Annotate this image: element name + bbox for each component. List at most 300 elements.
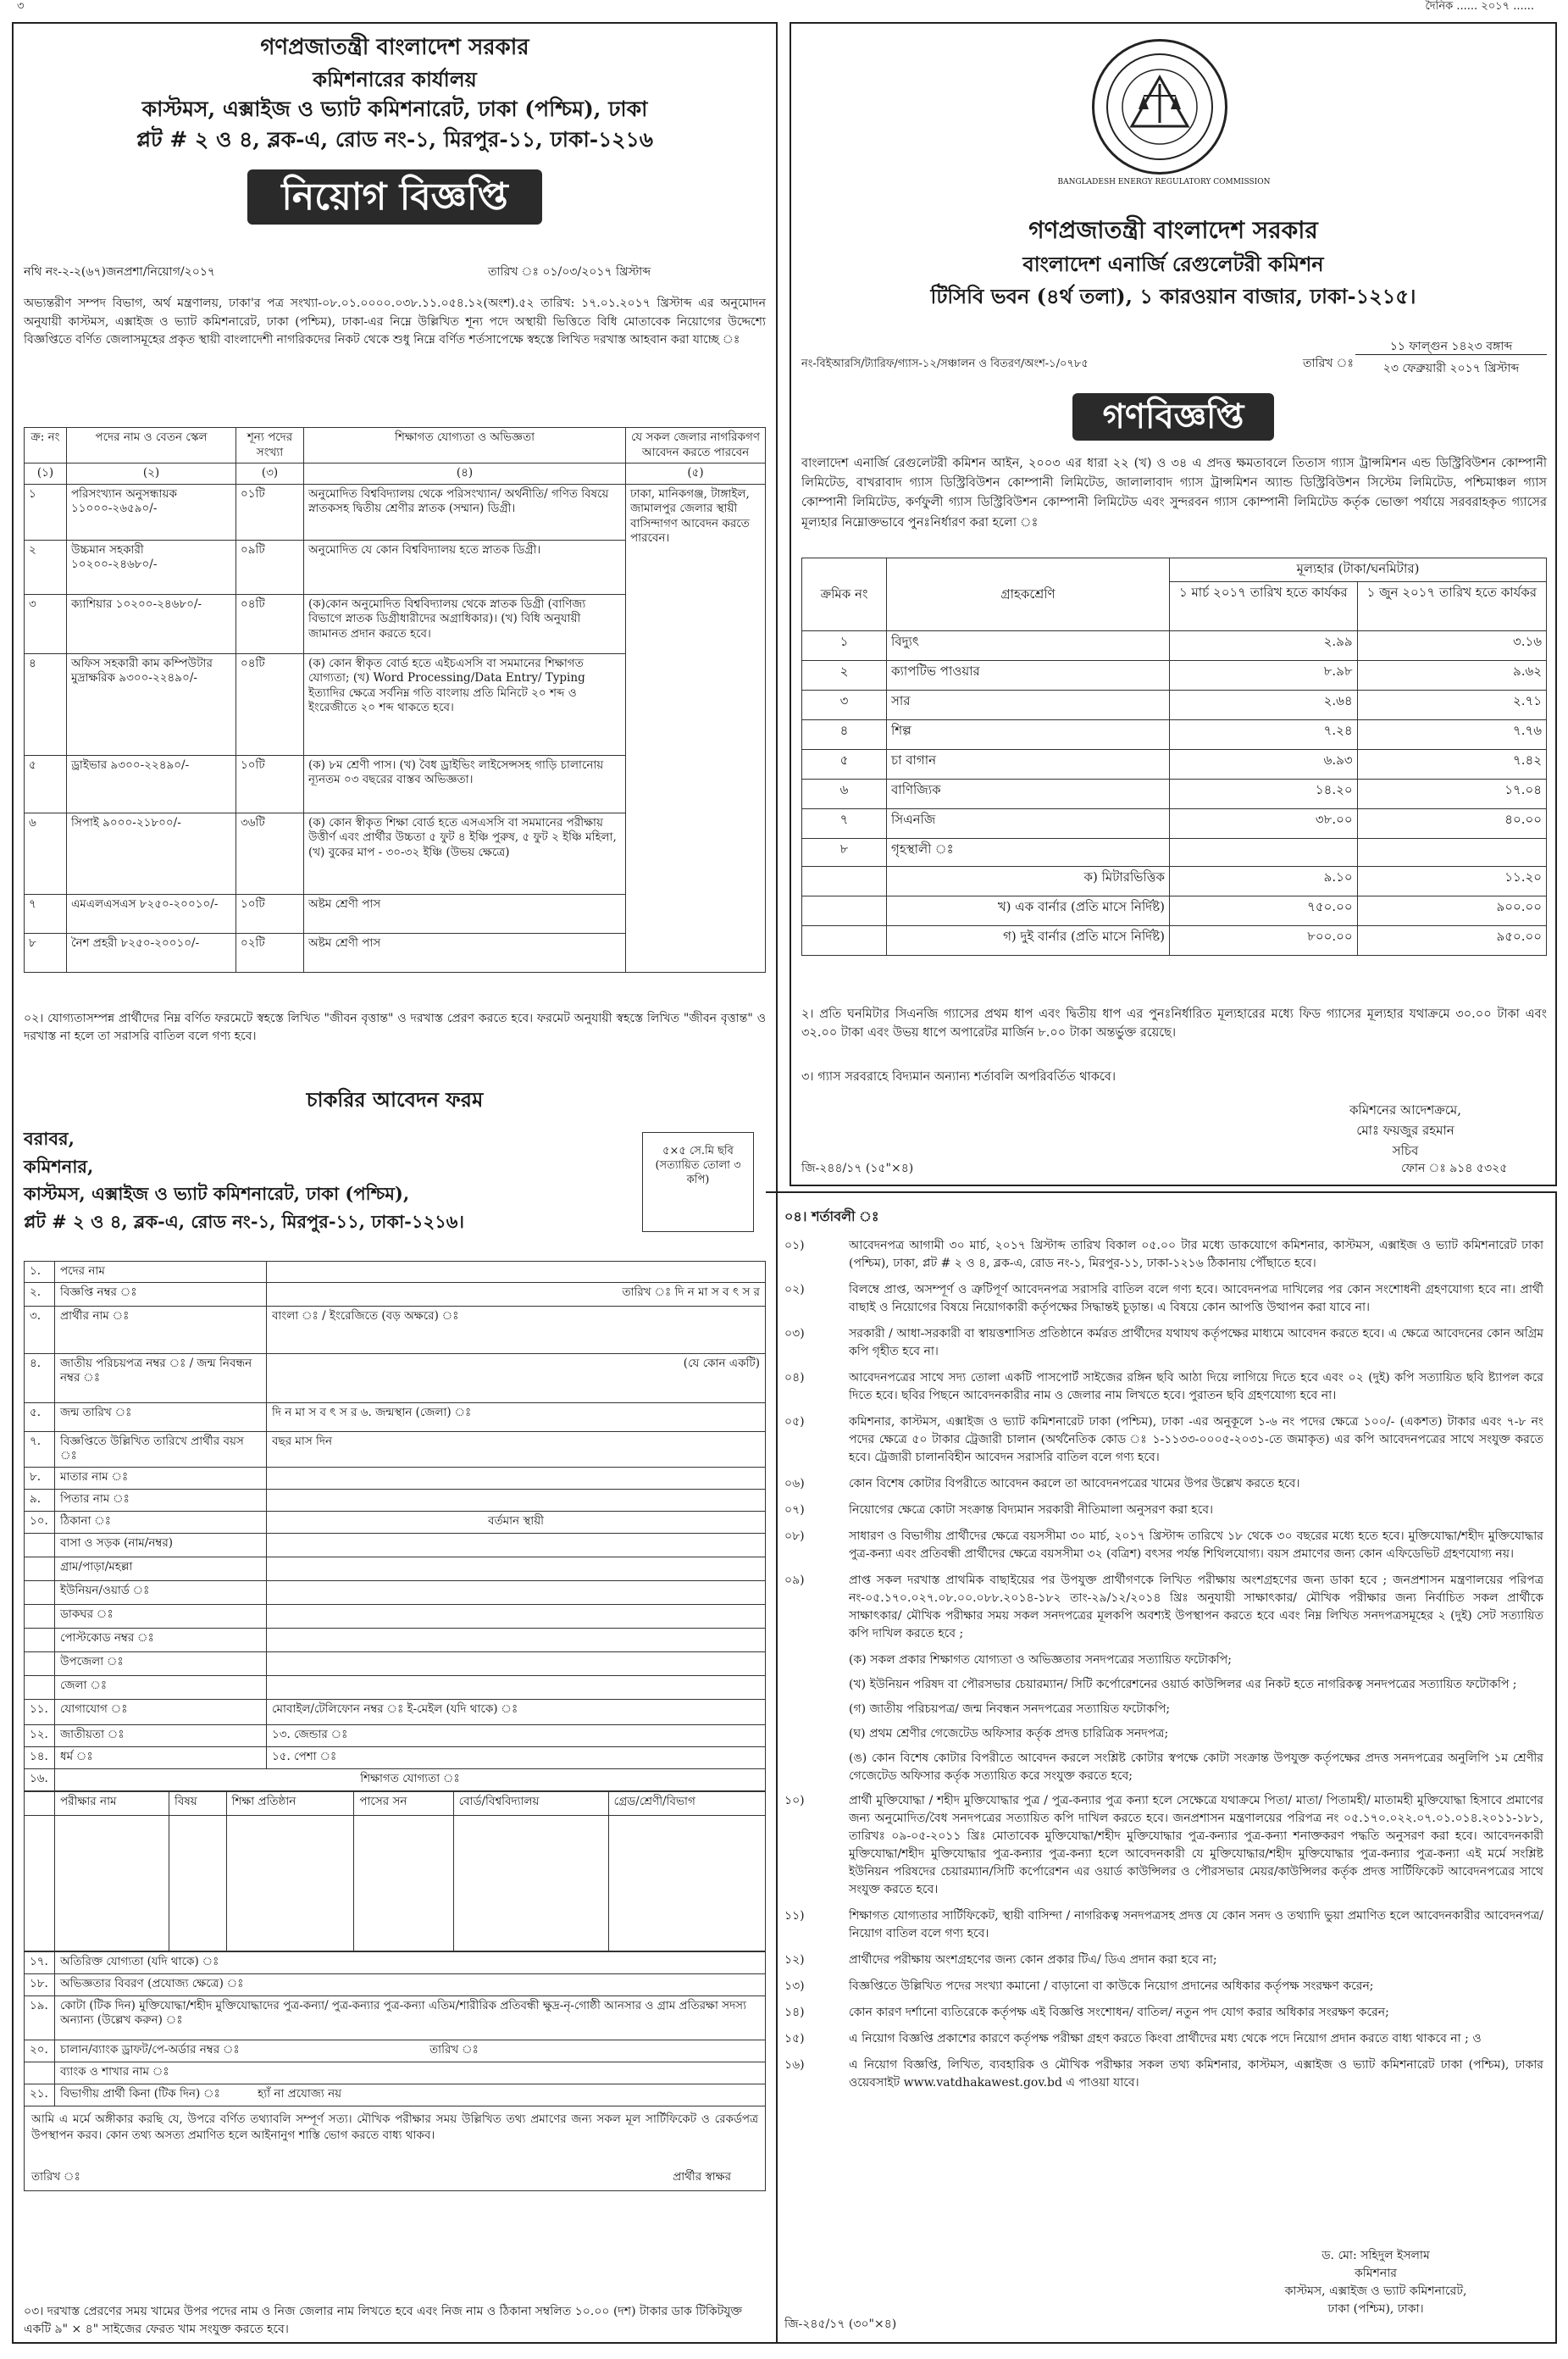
condition-item <box>784 1237 1543 1273</box>
form-row-entry[interactable] <box>267 1580 766 1604</box>
row-march-rate: ৮০০.০০ <box>1170 926 1358 956</box>
row-sl: ৩ <box>25 594 67 653</box>
notice-date: তারিখ ঃ ০১/০৩/২০১৭ খ্রিস্টাব্দ <box>488 265 651 279</box>
declaration-date[interactable]: তারিখ ঃ <box>31 2170 80 2184</box>
col-count: শূন্য পদের সংখ্যা <box>236 428 304 463</box>
form-row-number <box>25 1675 55 1699</box>
row-post: অফিস সহকারী কাম কম্পিউটার মুদ্রাক্ষরিক ৯৩০০-২২৪৯০/- <box>67 653 236 755</box>
condition-subitem: (ঙ) কোন বিশেষ কোটার বিপরীতে আবেদন করলে সংশ্লিষ্ট কোটার স্বপক্ষে কোটা সংক্রান্ত উপযুক্ত কর্তৃপক্ষের প্রদত্ত সনদপত্রের অনুলিপি ১ম শ্রেণীর গেজেটেড অফিসার কর্তৃক সত্যায়িত করে সংযুক্ত করতে হবে; <box>849 1751 1543 1783</box>
form-row-number <box>25 1580 55 1604</box>
row-sl <box>802 867 887 896</box>
row-qualification: (ক) ৮ম শ্রেণী পাস। (খ) বৈধ ড্রাইভিং লাইসেন্সসহ গাড়ি চালানোয় ন্যূনতম ০৩ বছরের বাস্তব অভিজ্ঞতা। <box>304 755 626 813</box>
row-sl: ২ <box>802 661 887 691</box>
row-march-rate: ২.৬৪ <box>1170 691 1358 720</box>
addressee-line: বরাবর, <box>24 1128 75 1149</box>
edu-col-grade: গ্রেড/শ্রেণী/বিভাগ <box>608 1791 765 1815</box>
condition-item <box>784 1528 1543 1563</box>
challan-date[interactable]: তারিখ ঃ <box>429 2042 479 2056</box>
form-row-entry[interactable] <box>267 1489 766 1511</box>
form-row-entry[interactable]: তারিখ ঃ দি ন মা স ব ৎ স র <box>267 1282 766 1306</box>
row-qualification: অষ্টম শ্রেণী পাস <box>304 894 626 933</box>
idx-3: (৩) <box>236 463 304 485</box>
note-02: ০২। যোগ্যতাসম্পন্ন প্রার্থীদের নিম্ন বর্ণিত ফরমেটে স্বহস্তে লিখিত "জীবন বৃত্তান্ত" ও দরখাস্ত প্রেরণ করতে হবে। ফরমেট অনুযায়ী স্বহস্তে লিখিত "জীবন বৃত্তান্ত" ও দরখাস্ত না হলে তা সরাসরি বাতিল বলে গণ্য হবে। <box>24 1012 766 1043</box>
form-row-label: বিজ্ঞপ্তি নম্বর ঃ <box>55 1282 267 1306</box>
form-row-number: ১৬. <box>25 1768 55 1790</box>
edu-col-subject: বিষয় <box>169 1791 226 1815</box>
condition-number: ১৫) <box>784 2032 805 2045</box>
form-row <box>25 1604 766 1628</box>
row-march-rate: ৯.১০ <box>1170 867 1358 896</box>
quota-options[interactable]: মুক্তিযোদ্ধা/শহীদ মুক্তিযোদ্ধাদের পুত্র-কন্যা/ পুত্র-কন্যার পুত্র-কন্যা এতিম/শারীরিক প্রতিবন্ধী ক্ষুদ্র-নৃ-গোষ্ঠী আনসার ও গ্রাম প্রতিরক্ষা সদস্য অন্যান্য (উল্লেখ করুন) ঃ <box>60 1998 746 2028</box>
table-row <box>802 809 1547 839</box>
row-count: ০৯টি <box>236 540 304 594</box>
commission-address: টিসিবি ভবন (৪র্থ তলা), ১ কারওয়ান বাজার, ঢাকা-১২১৫। <box>930 283 1416 308</box>
condition-text: কোন বিশেষ কোটার বিপরীতে আবেদন করলে তা আবেদনপত্রের খামের উপর উল্লেখ করতে হবে। <box>849 1477 1300 1490</box>
condition-item <box>784 2056 1543 2092</box>
edu-cell[interactable] <box>55 1815 169 1951</box>
edu-col-institution: শিক্ষা প্রতিষ্ঠান <box>226 1791 354 1815</box>
form-row-number: ৭. <box>25 1431 55 1467</box>
condition-item <box>784 1475 1543 1493</box>
row-sl: ৬ <box>25 813 67 894</box>
note-3: ৩। গ্যাস সরবরাহে বিদ্যমান অন্যান্য শর্তাবলি অপরিবর্তিত থাকবে। <box>801 1070 1116 1084</box>
edu-cell[interactable] <box>608 1815 765 1951</box>
row-qualification: (ক)কোন অনুমোদিত বিশ্ববিদ্যালয় থেকে স্নাতক ডিগ্রী (বাণিজ্য বিভাগে স্নাতক ডিগ্রীধারীদের অগ্রাধিকার)। (খ) বিধি অনুযায়ী জামানত প্রদান করতে হবে। <box>304 594 626 653</box>
form-row-entry[interactable]: বাংলা ঃ / ইংরেজিতে (বড় অক্ষরে) ঃ <box>267 1306 766 1353</box>
form-row <box>25 1282 766 1306</box>
form-row-label: ডাকঘর ঃ <box>55 1604 267 1628</box>
gas-tariff-table <box>801 558 1547 956</box>
condition-number: ০৭) <box>784 1503 805 1517</box>
row-count: ০১টি <box>236 484 304 540</box>
row-sl: ৭ <box>802 809 887 839</box>
phone-number: ফোন ঃ ৯১৪ ৫৩২৫ <box>1401 1162 1508 1175</box>
departmental-label: বিভাগীয় প্রার্থী কিনা (টিক দিন) ঃ <box>60 2086 220 2101</box>
form-row-label: ঠিকানা ঃ <box>55 1511 267 1533</box>
table-row <box>802 896 1547 926</box>
row-sl: ৮ <box>802 839 887 867</box>
photo-box: ৫×৫ সে.মি ছবি (সত্যায়িত তোলা ৩ কপি) <box>642 1132 754 1232</box>
row-sl: ৭ <box>25 894 67 933</box>
condition-number: ০২) <box>784 1283 805 1296</box>
office-title: কমিশনারের কার্যালয় <box>313 66 477 92</box>
posts-table <box>24 427 766 973</box>
addressee-line: প্লট # ২ ও ৪, ব্লক-এ, রোড নং-১, মিরপুর-১১, ঢাকা-১২১৬। <box>24 1210 464 1232</box>
form-row-number <box>25 1604 55 1628</box>
row-sl: ১ <box>25 484 67 540</box>
form-row-label <box>55 2040 766 2062</box>
form-row-entry[interactable]: মোবাইল/টেলিফোন নম্বর ঃ ই-মেইল (যদি থাকে) ঃ <box>267 1699 766 1724</box>
row-post: ড্রাইভার ৯৩০০-২২৪৯০/- <box>67 755 236 813</box>
edu-spacer <box>25 1791 55 1815</box>
condition-number: ১০) <box>784 1794 805 1807</box>
condition-item <box>784 1951 1543 1969</box>
edu-col-board: বোর্ড/বিশ্ববিদ্যালয় <box>453 1791 608 1815</box>
row-march-rate: ৭৫০.০০ <box>1170 896 1358 926</box>
row-post: পরিসংখ্যান অনুসন্ধায়ক ১১০০০-২৬৫৯০/- <box>67 484 236 540</box>
recruitment-notice <box>12 22 778 2344</box>
row-sl: ৬ <box>802 780 887 809</box>
condition-number: ১৩) <box>784 1979 805 1993</box>
logo-caption: BANGLADESH ENERGY REGULATORY COMMISSION <box>1057 178 1271 186</box>
condition-number: ০৬) <box>784 1477 805 1490</box>
row-june-rate: ১১.২০ <box>1357 867 1546 896</box>
memo-number: নথি নং-২-২(৬৭)জনপ্রশা/নিয়োগ/২০১৭ <box>24 265 216 279</box>
form-row-label: অভিজ্ঞতার বিবরণ (প্রযোজ্য ক্ষেত্রে) ঃ <box>55 1973 766 1995</box>
condition-text: বিলম্বে প্রাপ্ত, অসম্পূর্ণ ও ত্রুটিপূর্ণ আবেদনপত্র সরাসরি বাতিল বলে গণ্য হবে। আবেদনপত্র দাখিলের পর কোন সংশোধনী গ্রহণযোগ্য হবে না। প্রার্থী বাছাই ও নিয়োগের বিষয়ে নিয়োগকারী কর্তৃপক্ষের সিদ্ধান্তই চূড়ান্ত। এ বিষয়ে কোন আপত্তি উত্থাপন করা যাবে না। <box>849 1283 1543 1314</box>
berc-logo-icon <box>1092 39 1227 175</box>
condition-item <box>784 1325 1543 1361</box>
col-march: ১ মার্চ ২০১৭ তারিখ হতে কার্যকর <box>1170 582 1358 631</box>
form-row-entry[interactable] <box>267 1533 766 1557</box>
form-row-number <box>25 1557 55 1580</box>
col-sl: ক্র: নং <box>25 428 67 463</box>
row-category: ক) মিটারভিত্তিক <box>887 867 1170 896</box>
row-sl: ২ <box>25 540 67 594</box>
row-category: ক্যাপটিভ পাওয়ার <box>887 661 1170 691</box>
row-march-rate: ১৪.২০ <box>1170 780 1358 809</box>
edu-col-year: পাসের সন <box>354 1791 453 1815</box>
table-row <box>802 750 1547 780</box>
form-row <box>25 1557 766 1580</box>
form-row-number <box>25 1533 55 1557</box>
applicant-signature[interactable]: প্রার্থীর স্বাক্ষর <box>673 2170 731 2184</box>
gov-title: গণপ্রজাতন্ত্রী বাংলাদেশ সরকার <box>1028 216 1318 244</box>
edu-cell[interactable] <box>169 1815 226 1951</box>
row-category: সার <box>887 691 1170 720</box>
notice-banner: নিয়োগ বিজ্ঞপ্তি <box>247 169 541 225</box>
form-row-label: ইউনিয়ন/ওয়ার্ড ঃ <box>55 1580 267 1604</box>
form-row-label: ধর্ম ঃ <box>55 1746 267 1768</box>
condition-text: আবেদনপত্রের সাথে সদ্য তোলা একটি পাসপোর্ট সাইজের রঙ্গিন ছবি আঠা দিয়ে লাগিয়ে দিতে হবে এবং ০২ (দুই) কপি সত্যায়িত ছবি ষ্ট্যাপল করে দিতে হবে। ছবির পিছনে আবেদনকারীর নাম ও জেলার নাম লিখতে হবে। পুরাতন ছবি গ্রহণযোগ্য হবে না। <box>849 1371 1543 1402</box>
condition-text: এ নিয়োগ বিজ্ঞপ্তি, লিখিত, ব্যবহারিক ও মৌখিক পরীক্ষার সকল তথ্য কমিশনার, কাস্টমস, এক্সাইজ ও ভ্যাট কমিশনারেট ঢাকা (পশ্চিম), ঢাকার ওয়েবসাইট www.vatdhakawest.gov.bd এ পাওয়া যাবে। <box>849 2058 1543 2090</box>
form-row-entry[interactable] <box>267 1628 766 1651</box>
form-row <box>25 1431 766 1467</box>
form-row-number: ১০. <box>25 1511 55 1533</box>
departmental-options[interactable]: হ্যাঁ না প্রযোজ্য নয় <box>258 2086 342 2101</box>
gov-title: গণপ্রজাতন্ত্রী বাংলাদেশ সরকার <box>260 35 529 60</box>
row-qualification: (ক) কোন স্বীকৃত শিক্ষা বোর্ড হতে এসএসসি বা সমমানের পরীক্ষায় উত্তীর্ণ এবং প্রার্থীর উচ্চতা ৫ ফুট ৪ ইঞ্চি পুরুষ, ৫ ফুট ২ ইঞ্চি মহিলা, (খ) বুকের মাপ - ৩০-৩২ ইঞ্চি (উভয় ক্ষেত্রে) <box>304 813 626 894</box>
condition-number: ০১) <box>784 1239 805 1252</box>
form-row-label: যোগাযোগ ঃ <box>55 1699 267 1724</box>
form-row-label: উপজেলা ঃ <box>55 1651 267 1675</box>
signature-name: ড. মো: সহিদুল ইসলাম <box>1321 2249 1430 2262</box>
row-june-rate: ৯৫০.০০ <box>1357 926 1546 956</box>
conditions-section <box>766 1191 1557 2344</box>
row-june-rate: ৯০০.০০ <box>1357 896 1546 926</box>
condition-item <box>784 1413 1543 1467</box>
addressee-line: কাস্টমস, এক্সাইজ ও ভ্যাট কমিশনারেট, ঢাকা (পশ্চিম), <box>24 1183 410 1205</box>
form-row-number: ৫. <box>25 1402 55 1431</box>
row-sl: ১ <box>802 631 887 661</box>
commission-name: বাংলাদেশ এনার্জি রেগুলেটরী কমিশন <box>1022 252 1324 277</box>
row-count: ১০টি <box>236 755 304 813</box>
form-row-label: পদের নাম <box>55 1262 267 1283</box>
condition-text: কমিশনার, কাস্টমস, এক্সাইজ ও ভ্যাট কমিশনারেট ঢাকা (পশ্চিম), ঢাকা -এর অনুকূলে ১-৬ নং পদের ক্ষেত্রে ১০০/- (একশত) টাকার এবং ৭-৮ নং পদের ক্ষেত্রে ৫০ টাকার ট্রেজারী চালান (অর্থনৈতিক কোড ঃ ১-১১৩৩-০০০৫-২০৩১-তে জমাকৃত) এর কপি আবেদনপত্রের সাথে সংযুক্ত করতে হবে। ট্রেজারী চালানবিহীন আবেদন সরাসরি বাতিল বলে গণ্য হবে। <box>849 1415 1543 1464</box>
condition-number: ০৯) <box>784 1574 805 1587</box>
condition-number: ০৩) <box>784 1327 805 1340</box>
col-sl: ক্রমিক নং <box>802 558 887 631</box>
form-row-entry: বর্তমান স্থায়ী <box>267 1511 766 1533</box>
form-title: চাকরির আবেদন ফরম <box>306 1087 484 1112</box>
form-row-entry[interactable] <box>267 1262 766 1283</box>
org-address: প্লট # ২ ও ৪, ব্লক-এ, রোড নং-১, মিরপুর-১১, ঢাকা-১২১৬ <box>136 127 654 153</box>
row-districts: ঢাকা, মানিকগঞ্জ, টাঙ্গাইল, জামালপুর জেলার স্থায়ী বাসিন্দাগণ আবেদন করতে পারবেন। <box>626 484 766 972</box>
challan-label: চালান/ব্যাংক ড্রাফট/পে-অর্ডার নম্বর ঃ <box>60 2042 240 2056</box>
row-category: গৃহস্থালী ঃ <box>887 839 1170 867</box>
row-post: এমএলএসএস ৮২৫০-২০০১০/- <box>67 894 236 933</box>
edu-col-exam: পরীক্ষার নাম <box>55 1791 169 1815</box>
condition-item <box>784 1907 1543 1943</box>
row-march-rate: ২.৯৯ <box>1170 631 1358 661</box>
form-row-entry[interactable] <box>267 1467 766 1489</box>
table-row <box>802 867 1547 896</box>
form-row <box>25 2040 766 2062</box>
row-post: উচ্চমান সহকারী ১০২০০-২৪৬৮০/- <box>67 540 236 594</box>
form-row <box>25 1353 766 1402</box>
signature-title: সচিব <box>1392 1143 1419 1158</box>
form-row-label: পিতার নাম ঃ <box>55 1489 267 1511</box>
table-row <box>25 484 766 540</box>
form-row-label: জেলা ঃ <box>55 1675 267 1699</box>
col-qualification: শিক্ষাগত যোগ্যতা ও অভিজ্ঞতা <box>304 428 626 463</box>
condition-item <box>784 2004 1543 2022</box>
form-row-label: প্রার্থীর নাম ঃ <box>55 1306 267 1353</box>
form-row <box>25 1675 766 1699</box>
page-number: ৩ <box>17 0 25 13</box>
condition-item <box>784 2030 1543 2048</box>
form-row <box>25 1724 766 1746</box>
idx-2: (২) <box>67 463 236 485</box>
form-row-entry[interactable]: দি ন মা স ব ৎ স র ৬. জন্মস্থান (জেলা) ঃ <box>267 1402 766 1431</box>
condition-number: ০৮) <box>784 1529 805 1543</box>
form-row-entry[interactable]: বছর মাস দিন <box>267 1431 766 1467</box>
form-row <box>25 1306 766 1353</box>
form-row-label: শিক্ষাগত যোগ্যতা ঃ <box>55 1768 766 1790</box>
row-category: গ) দুই বার্নার (প্রতি মাসে নির্দিষ্ট) <box>887 926 1170 956</box>
row-sl: ৪ <box>25 653 67 755</box>
edu-cell[interactable] <box>453 1815 608 1951</box>
form-row-number: ৪. <box>25 1353 55 1402</box>
condition-text: প্রার্থীদের পরীক্ষায় অংশগ্রহণের জন্য কোন প্রকার টিএ/ ডিএ প্রদান করা হবে না; <box>849 1953 1217 1967</box>
row-march-rate: ৭.২৪ <box>1170 720 1358 750</box>
row-june-rate: ১৭.০৪ <box>1357 780 1546 809</box>
date-bangla: ১১ ফাল্গুন ১৪২৩ বঙ্গাব্দ <box>1355 339 1547 355</box>
form-row <box>25 2062 766 2084</box>
form-row-entry[interactable] <box>267 1604 766 1628</box>
form-row-number: ২১. <box>25 2084 55 2106</box>
row-sl <box>802 926 887 956</box>
form-row <box>25 1489 766 1511</box>
signature-org: কাস্টমস, এক্সাইজ ও ভ্যাট কমিশনারেট, <box>1284 2284 1467 2298</box>
row-june-rate: ৭.৪২ <box>1357 750 1546 780</box>
row-sl: ৫ <box>25 755 67 813</box>
condition-text: প্রার্থী মুক্তিযোদ্ধা / শহীদ মুক্তিযোদ্ধার পুত্র / পুত্র-কন্যার পুত্র কন্যা হলে সেক্ষেত্রে যথাক্রমে পিতা/ মাতা/ পিতামহী/ মাতামহী মুক্তিযোদ্ধা হিসাবে প্রমাণের জন্য অনুমোদিত/বৈধ সনদপত্রের সত্যায়িত কপি দাখিল করতে হবে। জনপ্রশাসন মন্ত্রণালয়ের পরিপত্র নং ০৫.১৭০.০২২.০৭.০১.০১৪.২০১১-১৮১, তারিখঃ ০৯-০৫-২০১১ খ্রিঃ মোতাবেক মুক্তিযোদ্ধা/শহীদ মুক্তিযোদ্ধার পুত্র-কন্যার পুত্র-কন্যা শনাক্তকরণ পদ্ধতি অনুসরণ করা হবে। আবেদনকারী মুক্তিযোদ্ধা/শহীদ মুক্তিযোদ্ধার পুত্র-কন্যার পুত্র-কন্যা হলে আবেদনকারী যে মুক্তিযোদ্ধার/শহীদ মুক্তিযোদ্ধার পুত্র-কন্যার পুত্র-কন্যা এই মর্মে সংশ্লিষ্ট ইউনিয়ন পরিষদের চেয়ারম্যান/সিটি কর্পোরেশন এর ওয়ার্ড কাউন্সিলর ও পৌরসভার মেয়র/কাউন্সিলর কর্তৃক প্রদত্ত সার্টিফিকেট আবেদনপত্রের সাথে সংযুক্ত করতে হবে। <box>849 1794 1543 1896</box>
form-row-label <box>55 1995 766 2040</box>
form-row <box>25 1402 766 1431</box>
condition-number: ০৫) <box>784 1415 805 1429</box>
form-row-number <box>25 1628 55 1651</box>
row-count: ০২টি <box>236 933 304 972</box>
form-row <box>25 1699 766 1724</box>
table-row <box>802 720 1547 750</box>
condition-text: কোন কারণ দর্শানো ব্যতিরেকে কর্তৃপক্ষ এই বিজ্ঞপ্তি সংশোধন/ বাতিল/ নতুন পদ যোগ করার অধিকার সংরক্ষণ করেন; <box>849 2006 1389 2019</box>
form-row-label: গ্রাম/পাড়া/মহল্লা <box>55 1557 267 1580</box>
declaration-box <box>24 2106 766 2191</box>
row-category: সিএনজি <box>887 809 1170 839</box>
condition-text: আবেদনপত্র আগামী ৩০ মার্চ, ২০১৭ খ্রিস্টাব্দ তারিখ বিকাল ০৫.০০ টার মধ্যে ডাকযোগে কমিশনার, কাস্টমস, এক্সাইজ ও ভ্যাট কমিশনারেট ঢাকা (পশ্চিম), ঢাকা, প্লট # ২ ও ৪, ব্লক-এ, রোড নং-১, মিরপুর-১১, ঢাকা-১২১৬ ঠিকানায় পৌঁছাতে হবে। <box>849 1239 1543 1270</box>
condition-text: বিজ্ঞপ্তিতে উল্লিখিত পদের সংখ্যা কমানো / বাড়ানো বা কাউকে নিয়োগ প্রদানের অধিকার কর্তৃপক্ষ সংরক্ষণ করেন; <box>849 1979 1374 1993</box>
condition-subitem: (ঘ) প্রথম শ্রেণীর গেজেটেড অফিসার কর্তৃক প্রদত্ত চারিত্রিক সনদপত্র; <box>849 1727 1169 1740</box>
form-row <box>25 1995 766 2040</box>
form-row <box>25 1511 766 1533</box>
row-june-rate: ৭.৭৬ <box>1357 720 1546 750</box>
form-row-label: জাতীয় পরিচয়পত্র নম্বর ঃ / জন্ম নিবন্ধন নম্বর ঃ <box>55 1353 267 1402</box>
row-qualification: অনুমোদিত বিশ্ববিদ্যালয় থেকে পরিসংখ্যান/ অর্থনীতি/ গণিত বিষয়ে স্নাতকসহ দ্বিতীয় শ্রেণীর স্নাতক (সম্মান) ডিগ্রী। <box>304 484 626 540</box>
row-post: নৈশ প্রহরী ৮২৫০-২০০১০/- <box>67 933 236 972</box>
form-row <box>25 1951 766 1973</box>
col-june: ১ জুন ২০১৭ তারিখ হতে কার্যকর <box>1357 582 1546 631</box>
edu-spacer <box>25 1815 55 1951</box>
note-2: ২। প্রতি ঘনমিটার সিএনজি গ্যাসের প্রথম ধাপ এবং দ্বিতীয় ধাপ এর পুনঃনির্ধারিত মূল্যহারের মধ্যে ফিড গ্যাসের মূল্যহার যথাক্রমে ৩০.০০ টাকা এবং ৩২.০০ টাকা এবং উভয় ধাপে অপারেটর মার্জিন ৮.০০ টাকা অন্তর্ভুক্ত রয়েছে। <box>801 1007 1547 1041</box>
row-category: বাণিজ্যিক <box>887 780 1170 809</box>
condition-text: প্রাপ্ত সকল দরখাস্ত প্রাথমিক বাছাইয়ের পর উপযুক্ত প্রার্থীগণকে লিখিত পরীক্ষায় অংশগ্রহণের জন্য ডাকা হবে ; জনপ্রশাসন মন্ত্রণালয়ের পরিপত্র নং-০৫.১৭০.০২৭.০৮.০০.০৮৮.২০১৪-১৮২ তাং-২৯/১২/২০১৪ খ্রিঃ অনুযায়ী সাক্ষাৎকার/ মৌখিক পরীক্ষার জন্য নির্বাচিত সকল প্রার্থীকে সাক্ষাৎকার/ মৌখিক পরীক্ষার সময় সকল সনদপত্রের মূলকপি অবশ্যই উপস্থাপন করতে হবে এবং নিম্ন লিখিত সনদপত্রসমূহের ২ (দুই) সেট সত্যায়িত কপি দাখিল করতে হবে ; <box>849 1574 1543 1640</box>
form-row-label: জন্ম তারিখ ঃ <box>55 1402 267 1431</box>
addressee-line: কমিশনার, <box>24 1155 94 1177</box>
declaration-text: আমি এ মর্মে অঙ্গীকার করছি যে, উপরে বর্ণিত তথ্যাবলি সম্পূর্ণ সত্য। মৌখিক পরীক্ষার সময় উল্লিখিত তথ্য প্রমাণের জন্য সকল মূল সার্টিফিকেট ও রেকর্ডপত্র উপস্থাপন করব। কোন তথ্য অসত্য প্রমাণিত হলে আইনানুগ শাস্তি ভোগ করতে বাধ্য থাকব। <box>31 2112 758 2143</box>
form-row <box>25 1262 766 1283</box>
form-row <box>25 1768 766 1790</box>
form-row-label: বিজ্ঞপ্তিতে উল্লিখিত তারিখে প্রার্থীর বয়স ঃ <box>55 1431 267 1467</box>
row-count: ০৪টি <box>236 594 304 653</box>
row-sl <box>802 896 887 926</box>
col-post: পদের নাম ও বেতন স্কেল <box>67 428 236 463</box>
form-row-label: বাসা ও সড়ক (নাম/নম্বর) <box>55 1533 267 1557</box>
table-row <box>802 926 1547 956</box>
table-row <box>802 691 1547 720</box>
condition-text: সাধারণ ও বিভাগীয় প্রার্থীদের ক্ষেত্রে বয়সসীমা ৩০ মার্চ, ২০১৭ খ্রিস্টাব্দ তারিখে ১৮ থেকে ৩০ বছরের মধ্যে হতে হবে। মুক্তিযোদ্ধা/শহীদ মুক্তিযোদ্ধার পুত্র-কন্যা এবং প্রতিবন্ধী প্রার্থীদের ক্ষেত্রে বয়সসীমা ৩২ (বত্রিশ) বৎসর পর্যন্ত শিথিলযোগ্য। বয়স প্রমাণের জন্য কোন এফিডেভিট গ্রহণযোগ্য নয়। <box>849 1529 1543 1561</box>
form-row-number: ১২. <box>25 1724 55 1746</box>
form-row-entry[interactable]: ১৩. জেন্ডার ঃ <box>267 1724 766 1746</box>
form-row <box>25 1973 766 1995</box>
condition-number: ১১) <box>784 1909 805 1923</box>
table-row <box>802 839 1547 867</box>
form-row-number <box>25 1651 55 1675</box>
form-row-number <box>25 2062 55 2084</box>
form-row-number: ১১. <box>25 1699 55 1724</box>
condition-number: ১৬) <box>784 2058 805 2072</box>
form-row-label: ব্যাংক ও শাখার নাম ঃ <box>55 2062 766 2084</box>
row-march-rate: ৮.৯৮ <box>1170 661 1358 691</box>
notice-banner: গণবিজ্ঞপ্তি <box>1072 393 1275 441</box>
form-row-label: জাতীয়তা ঃ <box>55 1724 267 1746</box>
application-form <box>24 1261 766 2191</box>
edu-entry-row <box>25 1815 766 1951</box>
col-category: গ্রাহকশ্রেণি <box>887 558 1170 631</box>
row-category: খ) এক বার্নার (প্রতি মাসে নির্দিষ্ট) <box>887 896 1170 926</box>
ad-code: জি-২৪৪/১৭ (১৫"×৪) <box>801 1162 914 1175</box>
condition-item <box>784 1978 1543 1995</box>
condition-text: সরকারী / আধা-সরকারী বা স্বায়ত্তশাসিত প্রতিষ্ঠানে কর্মরত প্রার্থীদের যথাযথ কর্তৃপক্ষের মাধ্যমে আবেদন করতে হবে। এ ক্ষেত্রে আবেদনের কোন অগ্রিম কপি গৃহীত হবে না। <box>849 1327 1543 1358</box>
condition-subitem: (খ) ইউনিয়ন পরিষদ বা পৌরসভার চেয়ারম্যান/ সিটি কর্পোরেশনের ওয়ার্ড কাউন্সিলর এর নিকট হতে নাগরিকত্ব সনদপত্রের সত্যায়িত ফটোকপি ; <box>849 1678 1517 1691</box>
form-row <box>25 1533 766 1557</box>
form-row-number: ৯. <box>25 1489 55 1511</box>
form-row-entry[interactable] <box>267 1675 766 1699</box>
table-row <box>802 661 1547 691</box>
condition-item <box>784 1369 1543 1405</box>
signature-name: মোঃ ফয়জুর রহমান <box>1356 1123 1454 1138</box>
form-row <box>25 1746 766 1768</box>
row-category: শিল্প <box>887 720 1170 750</box>
row-count: ০৪টি <box>236 653 304 755</box>
date-label: তারিখ ঃ <box>1303 357 1354 370</box>
row-qualification: অনুমোদিত যে কোন বিশ্ববিদ্যালয় হতে স্নাতক ডিগ্রী। <box>304 540 626 594</box>
signature-title: কমিশনার <box>1355 2267 1397 2280</box>
memo-number: নং-বিইআরসি/ট্যারিফ/গ্যাস-১২/সঞ্চালন ও বিতরণ/অংশ-১/০৭৮৫ <box>801 358 1089 370</box>
row-sl: ৩ <box>802 691 887 720</box>
org-title: কাস্টমস, এক্সাইজ ও ভ্যাট কমিশনারেট, ঢাকা (পশ্চিম), ঢাকা <box>141 96 648 121</box>
conditions-heading: ০৪। শর্তাবলী ঃ <box>784 1208 879 1224</box>
form-row-number: ২০. <box>25 2040 55 2062</box>
row-post: সিপাই ৯০০০-২১৮০০/- <box>67 813 236 894</box>
signature-block <box>1266 1100 1545 1161</box>
form-row <box>25 1580 766 1604</box>
conditions-list <box>784 1237 1543 2101</box>
row-category: বিদ্যুৎ <box>887 631 1170 661</box>
form-row <box>25 1651 766 1675</box>
idx-1: (১) <box>25 463 67 485</box>
col-districts: যে সকল জেলার নাগরিকগণ আবেদন করতে পারবেন <box>626 428 766 463</box>
row-march-rate <box>1170 839 1358 867</box>
row-june-rate: ২.৭১ <box>1357 691 1546 720</box>
row-qualification: অষ্টম শ্রেণী পাস <box>304 933 626 972</box>
form-row <box>25 2084 766 2106</box>
condition-subitem: (গ) জাতীয় পরিচয়পত্র/ জন্ম নিবন্ধন সনদপত্রের সত্যায়িত ফটোকপি; <box>849 1702 1171 1716</box>
edu-cell[interactable] <box>226 1815 354 1951</box>
row-count: ৩৬টি <box>236 813 304 894</box>
form-row-number: ১৮. <box>25 1973 55 1995</box>
row-june-rate <box>1357 839 1546 867</box>
form-row-entry[interactable] <box>267 1651 766 1675</box>
condition-item <box>784 1501 1543 1519</box>
form-row-label: মাতার নাম ঃ <box>55 1467 267 1489</box>
condition-text: নিয়োগের ক্ষেত্রে কোটা সংক্রান্ত বিদ্যমান সরকারী নীতিমালা অনুসরণ করা হবে। <box>849 1503 1214 1517</box>
row-june-rate: ৩.১৬ <box>1357 631 1546 661</box>
idx-5: (৫) <box>626 463 766 485</box>
energy-commission-notice <box>790 22 1557 1186</box>
page-header-text: দৈনিক ...... ২০১৭ ...... <box>1425 0 1534 13</box>
condition-number: ১৪) <box>784 2006 805 2019</box>
condition-item <box>784 1572 1543 1643</box>
row-qualification: (ক) কোন স্বীকৃত বোর্ড হতে এইচএসসি বা সমমানের শিক্ষাগত যোগ্যতা; (খ) Word Processing/Data Entry/ Typing ইত্যাদির ক্ষেত্রে সর্বনিম্ন গতি বাংলায় প্রতি মিনিটে ২০ শব্দ ও ইংরেজীতে ২০ শব্দ থাকতে হবে। <box>304 653 626 755</box>
row-march-rate: ৬.৯৩ <box>1170 750 1358 780</box>
idx-4: (৪) <box>304 463 626 485</box>
signature-block <box>1206 2247 1545 2318</box>
form-row-entry[interactable]: (যে কোন একটি) <box>267 1353 766 1402</box>
edu-cell[interactable] <box>354 1815 453 1951</box>
form-row-entry[interactable]: ১৫. পেশা ঃ <box>267 1746 766 1768</box>
row-june-rate: ৪০.০০ <box>1357 809 1546 839</box>
form-row-entry[interactable] <box>267 1557 766 1580</box>
condition-item <box>784 1281 1543 1317</box>
row-march-rate: ৩৮.০০ <box>1170 809 1358 839</box>
form-row-label: অতিরিক্ত যোগ্যতা (যদি থাকে) ঃ <box>55 1951 766 1973</box>
form-row <box>25 1467 766 1489</box>
form-row-number: ২. <box>25 1282 55 1306</box>
row-category: চা বাগান <box>887 750 1170 780</box>
date-gregorian: ২৩ ফেব্রুয়ারী ২০১৭ খ্রিস্টাব্দ <box>1382 362 1520 375</box>
note-03: ০৩। দরখাস্ত প্রেরণের সময় খামের উপর পদের নাম ও নিজ জেলার নাম লিখতে হবে এবং নিজ নাম ও ঠিকানা সম্বলিত ১০.০০ (দশ) টাকার ডাক টিকিটযুক্ত একটি ৯" × ৪" সাইজের ফেরত খাম সংযুক্ত করতে হবে। <box>24 2305 743 2336</box>
